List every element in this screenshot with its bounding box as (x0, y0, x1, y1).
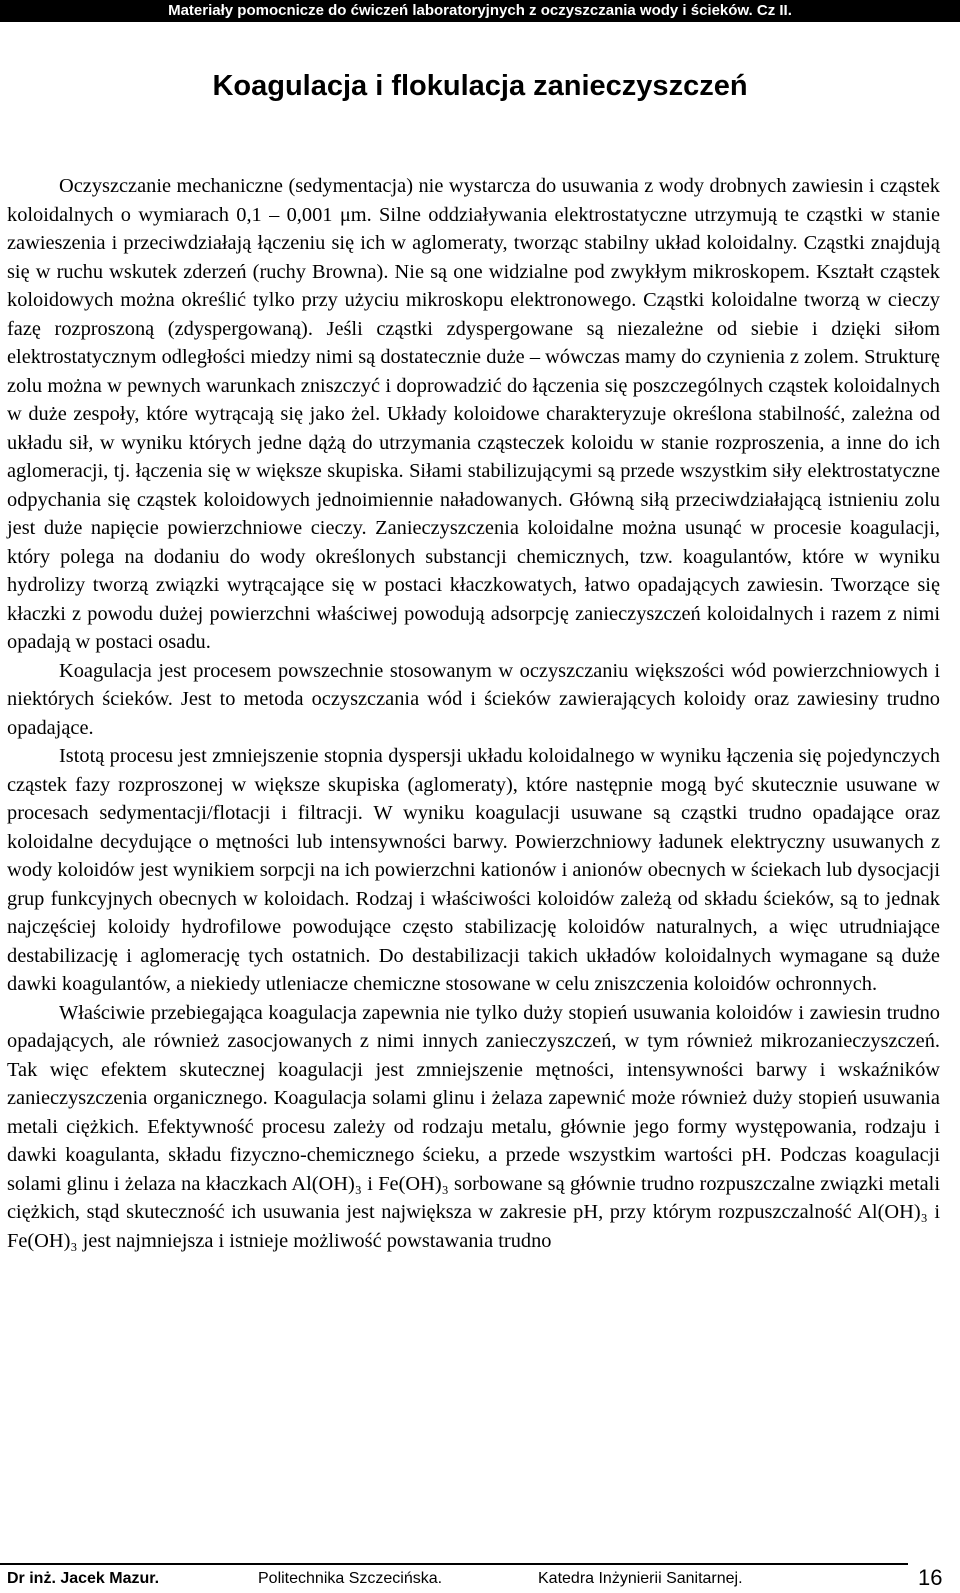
footer-department: Katedra Inżynierii Sanitarnej. (538, 1570, 743, 1587)
footer-rule (0, 1563, 908, 1565)
body-text (7, 172, 940, 1255)
running-header: Materiały pomocnicze do ćwiczeń laboratoryjnych z oczyszczania wody i ścieków. Cz II. (0, 0, 960, 22)
page-footer (0, 1563, 960, 1593)
paragraph-1: Oczyszczanie mechaniczne (sedymentacja) nie wystarcza do usuwania z wody drobnych zawiesin i cząstek koloidalnych o wymiarach 0,1 – 0,001 μm. Silne oddziaływania elektrostatyczne utrzymują te cząstki w stanie zawieszenia i przeciwdziałają łączeniu się ich w aglomeraty, tworząc stabilny układ koloidalny. Cząstki znajdują się w ruchu wskutek zderzeń (ruchy Browna). Nie są one widzialne pod zwykłym mikroskopem. Kształt cząstek koloidowych można określić tylko przy użyciu mikroskopu elektronowego. Cząstki koloidalne tworzą w cieczy fazę rozproszoną (zdyspergowaną). Jeśli cząstki zdyspergowane są niezależne od siebie i dzięki siłom elektrostatycznym odległości miedzy nimi są dostatecznie duże – wówczas mamy do czynienia z zolem. Strukturę zolu można w pewnych warunkach zniszczyć i doprowadzić do łączenia się poszczególnych cząstek koloidalnych w duże zespoły, które wytrącają się jako żel. Układy koloidowe charakteryzuje określona stabilność, zależna od układu sił, w wyniku których jedne dążą do utrzymania cząsteczek koloidu w stanie rozproszenia, a inne do ich aglomeracji, tj. łączenia się w większe skupiska. Siłami stabilizującymi są przede wszystkim siły elektrostatyczne odpychania się cząstek koloidowych jednoimiennie naładowanych. Główną siłą przeciwdziałającą istnieniu zolu jest duże napięcie powierzchniowe cieczy. Zanieczyszczenia koloidalne można usunąć w procesie koagulacji, który polega na dodaniu do wody określonych substancji chemicznych, tzw. koagulantów, które w wyniku hydrolizy tworzą związki wytrącające się w postaci kłaczkowatych, łatwo opadających zawiesin. Tworzące się kłaczki z powodu dużej powierzchni właściwej powodują adsorpcję zanieczyszczeń koloidalnych i razem z nimi opadają w postaci osadu. (7, 175, 940, 653)
paragraph-3: Istotą procesu jest zmniejszenie stopnia dyspersji układu koloidalnego w wyniku łączenia się pojedynczych cząstek fazy rozproszonej w większe skupiska (aglomeraty), które następnie mogą być skutecznie usuwane w procesach sedymentacji/flotacji i filtracji. W wyniku koagulacji usuwane są cząstki trudno opadające oraz koloidalne decydujące o mętności lub intensywności barwy. Powierzchniowy ładunek elektryczny usuwanych z wody koloidów jest wynikiem sorpcji na ich powierzchni kationów i anionów obecnych w ściekach lub dysocjacji grup funkcyjnych obecnych w koloidach. Rodzaj i właściwości koloidów zależą od składu ścieków, są to jednak najczęściej koloidy hydrofilowe powodujące często stabilizację koloidów naturalnych, a więc utrudniające destabilizację i aglomerację tych ostatnich. Do destabilizacji takich układów koloidalnych wymagane są duże dawki koagulantów, a niekiedy utleniacze chemiczne stosowane w celu zniszczenia koloidów ochronnych. (7, 745, 940, 995)
document-title: Koagulacja i flokulacja zanieczyszczeń (212, 70, 748, 102)
paragraph-4: Właściwie przebiegająca koagulacja zapewnia nie tylko duży stopień usuwania koloidów i zawiesin trudno opadających, ale również zasocjowanych z nimi innych zanieczyszczeń, w tym również mikrozanieczyszczeń. Tak więc efektem skutecznej koagulacji jest zmniejszenie mętności, intensywności barwy i wskaźników zanieczyszczenia organicznego. Koagulacja solami glinu i żelaza zapewnić może również duży stopień usuwania metali ciężkich. Efektywność procesu zależy od rodzaju metalu, głównie jego formy występowania, rodzaju i dawki koagulanta, składu fizyczno-chemicznego ścieku, a przede wszystkim wartości pH. Podczas koagulacji solami glinu i żelaza na kłaczkach Al(OH)₃ i Fe(OH)₃ sorbowane są głównie trudno rozpuszczalne związki metali ciężkich, stąd skuteczność ich usuwania jest największa w zakresie pH, przy którym rozpuszczalność Al(OH)₃ i Fe(OH)₃ jest najmniejsza i istnieje możliwość powstawania trudno (7, 1001, 940, 1252)
page-number: 16 (918, 1565, 943, 1590)
paragraph-2: Koagulacja jest procesem powszechnie stosowanym w oczyszczaniu większości wód powierzchniowych i niektórych ścieków. Jest to metoda oczyszczania wód i ścieków zawierających koloidy oraz zawiesiny trudno opadające. (7, 659, 940, 739)
footer-university: Politechnika Szczecińska. (258, 1570, 443, 1587)
footer-author: Dr inż. Jacek Mazur. (7, 1570, 160, 1587)
